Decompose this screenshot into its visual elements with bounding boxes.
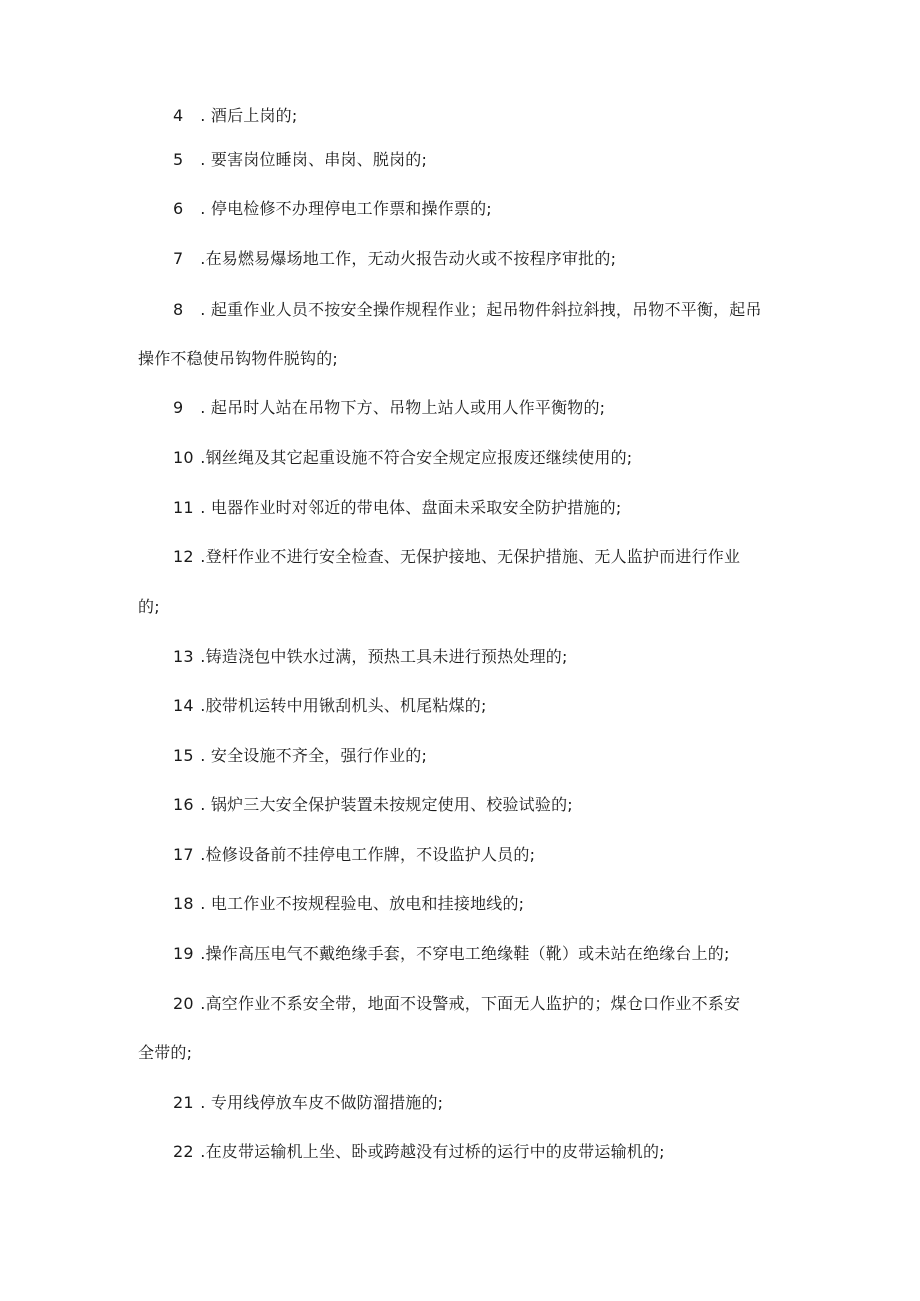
list-item: [173, 547, 740, 567]
list-item: [173, 894, 524, 914]
item-text: .胶带机运转中用锹刮机头、机尾粘煤的;: [200, 696, 487, 715]
list-item: [173, 994, 740, 1014]
list-item: [173, 647, 568, 667]
item-text: . 电器作业时对邻近的带电体、盘面未采取安全防护措施的;: [200, 498, 622, 517]
list-item: [173, 498, 621, 518]
list-item: [173, 150, 427, 170]
list-item: [173, 199, 492, 219]
list-item-continuation: [138, 349, 338, 369]
list-item: [173, 106, 297, 126]
list-item: [173, 398, 605, 418]
item-number: 16: [173, 795, 194, 814]
item-text: 全带的;: [138, 1043, 193, 1062]
item-text: 操作不稳使吊钩物件脱钩的;: [138, 349, 338, 368]
item-number: 5: [173, 150, 184, 169]
item-number: 15: [173, 746, 194, 765]
list-item-continuation: [138, 1043, 192, 1063]
item-text: .高空作业不系安全带，地面不设警戒，下面无人监护的；煤仓口作业不系安: [200, 994, 741, 1013]
list-item: [173, 746, 427, 766]
item-text: .铸造浇包中铁水过满，预热工具未进行预热处理的;: [200, 647, 568, 666]
item-text: .登杆作业不进行安全检查、无保护接地、无保护措施、无人监护而进行作业: [200, 547, 741, 566]
item-text: . 酒后上岗的;: [200, 106, 298, 125]
item-number: 10: [173, 448, 194, 467]
list-item: [173, 944, 730, 964]
item-text: .检修设备前不挂停电工作牌，不设监护人员的;: [200, 845, 536, 864]
list-item: [173, 448, 632, 468]
item-text: .操作高压电气不戴绝缘手套，不穿电工绝缘鞋（靴）或未站在绝缘台上的;: [200, 944, 730, 963]
item-text: . 专用线停放车皮不做防溜措施的;: [200, 1093, 444, 1112]
item-number: 11: [173, 498, 194, 517]
list-item: [173, 795, 573, 815]
item-text: . 起吊时人站在吊物下方、吊物上站人或用人作平衡物的;: [200, 398, 606, 417]
item-text: . 停电检修不办理停电工作票和操作票的;: [200, 199, 492, 218]
item-text: 的;: [138, 597, 160, 616]
item-number: 6: [173, 199, 184, 218]
item-text: . 起重作业人员不按安全操作规程作业；起吊物件斜拉斜拽，吊物不平衡，起吊: [200, 300, 762, 319]
item-number: 19: [173, 944, 194, 963]
item-number: 7: [173, 249, 184, 268]
list-item: [173, 300, 762, 320]
list-item: [173, 845, 535, 865]
item-text: . 安全设施不齐全，强行作业的;: [200, 746, 428, 765]
item-number: 21: [173, 1093, 194, 1112]
item-text: .钢丝绳及其它起重设施不符合安全规定应报废还继续使用的;: [200, 448, 633, 467]
item-text: . 要害岗位睡岗、串岗、脱岗的;: [200, 150, 428, 169]
list-item: [173, 696, 487, 716]
item-number: 18: [173, 894, 194, 913]
item-text: .在易燃易爆场地工作，无动火报告动火或不按程序审批的;: [200, 249, 617, 268]
item-number: 22: [173, 1142, 194, 1161]
list-item: [173, 1093, 443, 1113]
item-text: .在皮带运输机上坐、卧或跨越没有过桥的运行中的皮带运输机的;: [200, 1142, 665, 1161]
item-number: 14: [173, 696, 194, 715]
list-item: [173, 249, 616, 269]
item-number: 8: [173, 300, 184, 319]
item-number: 4: [173, 106, 184, 125]
item-number: 12: [173, 547, 194, 566]
item-number: 20: [173, 994, 194, 1013]
list-item: [173, 1142, 665, 1162]
item-number: 13: [173, 647, 194, 666]
item-number: 9: [173, 398, 184, 417]
item-text: . 电工作业不按规程验电、放电和挂接地线的;: [200, 894, 525, 913]
item-number: 17: [173, 845, 194, 864]
item-text: . 锅炉三大安全保护装置未按规定使用、校验试验的;: [200, 795, 573, 814]
list-item-continuation: [138, 597, 160, 617]
